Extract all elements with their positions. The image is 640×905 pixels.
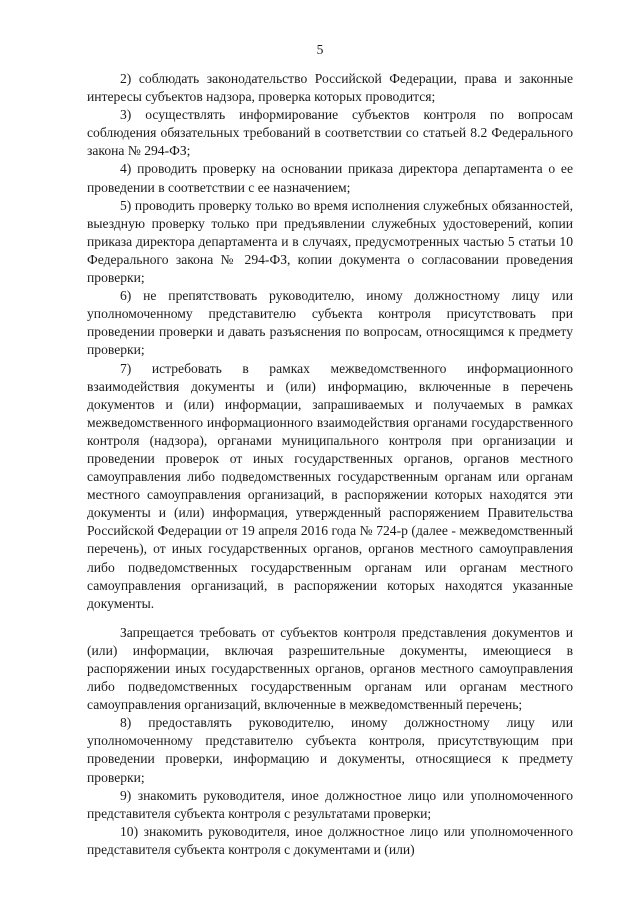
document-body: [87, 70, 573, 859]
paragraph-duty-5: 5) проводить проверку только во время исполнения служебных обязанностей, выездную проверку только при предъявлении служебных удостоверений, копии приказа директора департамента и в случаях, предусмотренных частью 5 статьи 10 Федерального закона № 294-ФЗ, копии документа о согласовании проведения проверки;: [87, 197, 573, 286]
paragraph-duty-10: 10) знакомить руководителя, иное должностное лицо или уполномоченного представителя субъекта контроля с документами и (или): [87, 823, 573, 857]
paragraph-duty-7: 7) истребовать в рамках межведомственного информационного взаимодействия документы и (или) информацию, включенные в перечень документов и (или) информации, запрашиваемых и получаемых в рамках межведомственного информационного взаимодействия органами государственного контроля (надзора), органами муниципального контроля при организации и проведении проверок от иных государственных органов, органов местного самоуправления либо подведомственных государственным органам или органам местного самоуправления организаций, в распоряжении которых находятся эти документы и (или) информация, утвержденный распоряжением Правительства Российской Федерации от 19 апреля 2016 года № 724-р (далее - межведомственный перечень), от иных государственных органов, органов местного самоуправления либо подведомственных государственным органам или органам местного самоуправления организаций, в распоряжении которых находятся указанные документы.: [87, 360, 573, 611]
paragraph-duty-2: 2) соблюдать законодательство Российской Федерации, права и законные интересы субъектов надзора, проверка которых проводится;: [87, 71, 573, 105]
paragraph-duty-9: 9) знакомить руководителя, иное должностное лицо или уполномоченного представителя субъекта контроля с результатами проверки;: [87, 787, 573, 821]
paragraph-duty-8: 8) предоставлять руководителю, иному должностному лицу или уполномоченному представителю субъекта контроля, присутствующим при проведении проверки, информацию и документы, относящиеся к предмету проверки;: [87, 715, 573, 785]
page-number: 5: [316, 42, 324, 57]
paragraph-duty-4: 4) проводить проверку на основании приказа директора департамента о ее проведении в соответствии с ее назначением;: [87, 161, 573, 195]
paragraph-duty-3: 3) осуществлять информирование субъектов контроля по вопросам соблюдения обязательных требований в соответствии со статьей 8.2 Федерального закона № 294-ФЗ;: [87, 107, 573, 159]
paragraph-prohibition: Запрещается требовать от субъектов контроля представления документов и (или) информации, включая разрешительные документы, имеющиеся в распоряжении иных государственных органов, органов местного самоуправления либо подведомственных государственным органам или органам местного самоуправления организаций, включенные в межведомственный перечень;: [87, 624, 573, 713]
paragraph-duty-6: 6) не препятствовать руководителю, иному должностному лицу или уполномоченному представителю субъекта контроля присутствовать при проведении проверки и давать разъяснения по вопросам, относящимся к предмету проверки;: [87, 288, 573, 358]
